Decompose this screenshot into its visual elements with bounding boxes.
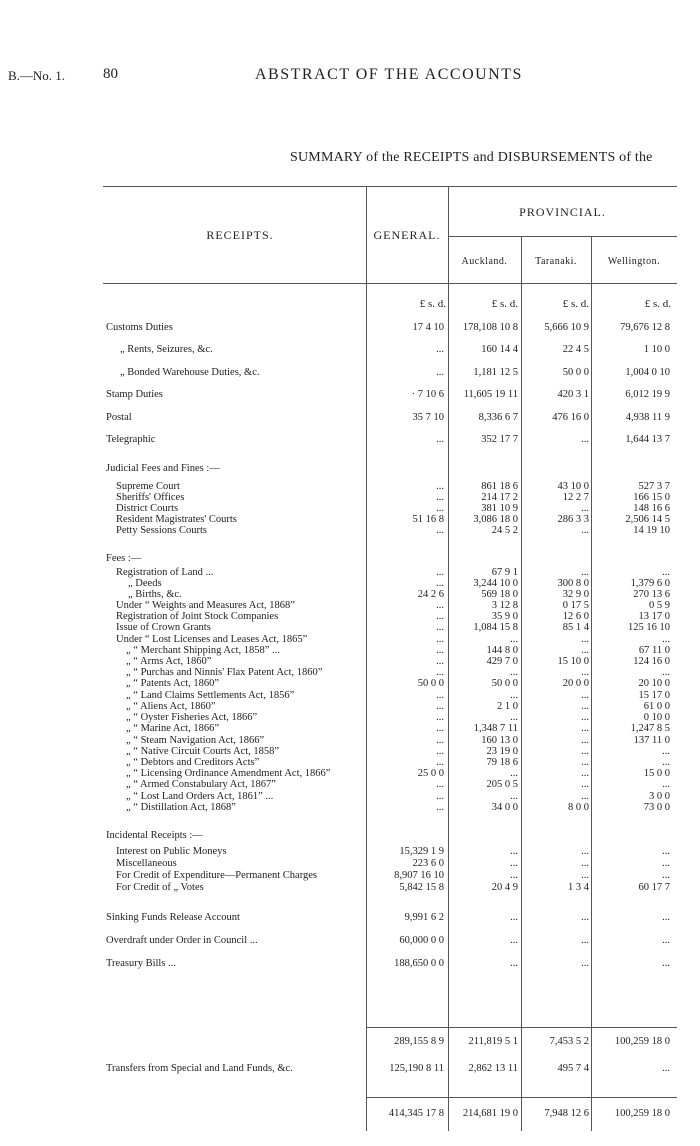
cell-taranaki: ... (581, 858, 589, 869)
cell-general: ... (436, 503, 444, 514)
cell-general: 9,991 6 2 (404, 912, 444, 923)
cell-wellington: 270 13 6 (633, 589, 670, 600)
cell-general: 5,842 15 8 (399, 882, 444, 893)
cell-wellington: ... (662, 567, 670, 578)
cell-auckland: ... (510, 846, 518, 857)
row-label: Incidental Receipts :— (106, 830, 203, 841)
cell-auckland: ... (510, 912, 518, 923)
cell-taranaki: ... (581, 735, 589, 746)
cell-auckland: ... (510, 858, 518, 869)
cell-wellington: 1,247 8 5 (630, 723, 670, 734)
cell-general: ... (436, 434, 444, 445)
cell-general: 8,907 16 10 (394, 870, 444, 881)
transfers-taranaki: 495 7 4 (557, 1063, 589, 1074)
cell-auckland: 1,348 7 11 (473, 723, 518, 734)
cell-general: ... (436, 634, 444, 645)
cell-taranaki: ... (581, 870, 589, 881)
cell-auckland: ... (510, 870, 518, 881)
cell-wellington: 15 0 0 (643, 768, 670, 779)
provincial-header: PROVINCIAL. (519, 205, 606, 219)
cell-general: ... (436, 656, 444, 667)
page-number: 80 (103, 66, 118, 82)
cell-general: · 7 10 6 (411, 389, 444, 400)
cell-general: ... (436, 578, 444, 589)
cell-taranaki: 300 8 0 (557, 578, 589, 589)
cell-general: ... (436, 645, 444, 656)
cell-general: ... (436, 701, 444, 712)
row-label: „ “ Debtors and Creditors Acts” (126, 757, 260, 768)
cell-auckland: ... (510, 634, 518, 645)
row-label: Telegraphic (106, 434, 156, 445)
cell-taranaki: ... (581, 667, 589, 678)
cell-taranaki: ... (581, 634, 589, 645)
row-label: „ “ Steam Navigation Act, 1866” (126, 735, 265, 746)
row-label: „ “ Arms Act, 1860” (126, 656, 212, 667)
cell-auckland: ... (510, 768, 518, 779)
taranaki-header: Taranaki. (535, 256, 577, 267)
row-label: Petty Sessions Courts (116, 525, 208, 536)
cell-general: 25 0 0 (417, 768, 444, 779)
row-label: „ “ Oyster Fisheries Act, 1866” (126, 712, 258, 723)
units-auckland: £ s. d. (491, 298, 518, 310)
cell-taranaki: ... (581, 746, 589, 757)
col-divider-taranaki (521, 236, 522, 1131)
col-divider-auckland (448, 186, 449, 1131)
cell-wellington: ... (662, 634, 670, 645)
cell-taranaki: 1 3 4 (568, 882, 589, 893)
cell-taranaki: 0 17 5 (562, 600, 589, 611)
cell-wellington: ... (662, 757, 670, 768)
cell-auckland: 205 0 5 (486, 779, 518, 790)
cell-general: 35 7 10 (412, 412, 444, 423)
cell-taranaki: 420 3 1 (557, 389, 589, 400)
cell-wellington: 60 17 7 (638, 882, 670, 893)
row-label: „ “ Native Circuit Courts Act, 1858” (126, 746, 280, 757)
cell-auckland: 24 5 2 (491, 525, 518, 536)
cell-taranaki: ... (581, 701, 589, 712)
row-label: Supreme Court (116, 481, 180, 492)
cell-general: ... (436, 712, 444, 723)
row-label: Registration of Land ... (116, 567, 214, 578)
cell-auckland: ... (510, 935, 518, 946)
transfers-wellington: ... (662, 1063, 670, 1074)
cell-auckland: ... (510, 791, 518, 802)
cell-taranaki: ... (581, 723, 589, 734)
row-label: Issue of Crown Grants (116, 622, 211, 633)
cell-wellington: ... (662, 667, 670, 678)
row-label: „ “ Patents Act, 1860” (126, 678, 220, 689)
cell-auckland: 3,244 10 0 (473, 578, 518, 589)
cell-auckland: 861 18 6 (481, 481, 518, 492)
units-general: £ s. d. (419, 298, 446, 310)
row-label: For Credit of Expenditure—Permanent Charges (116, 870, 318, 881)
cell-taranaki: ... (581, 503, 589, 514)
row-label: „ “ Merchant Shipping Act, 1858” ... (126, 645, 280, 656)
cell-general: ... (436, 757, 444, 768)
cell-auckland: 178,108 10 8 (462, 322, 518, 333)
subtotal-wellington: 100,259 18 0 (614, 1036, 670, 1047)
cell-auckland: ... (510, 667, 518, 678)
auckland-header: Auckland. (461, 256, 508, 267)
row-label: „ Rents, Seizures, &c. (120, 344, 213, 355)
row-label: „ “ Purchas and Ninnis' Flax Patent Act, 1860” (126, 667, 323, 678)
cell-general: ... (436, 525, 444, 536)
cell-auckland: 34 0 0 (491, 802, 518, 813)
cell-taranaki: ... (581, 757, 589, 768)
cell-auckland: ... (510, 958, 518, 969)
cell-general: ... (436, 622, 444, 633)
cell-general: 17 4 10 (412, 322, 444, 333)
cell-general: 60,000 0 0 (399, 935, 444, 946)
row-label: „ Births, &c. (128, 589, 182, 600)
cell-auckland: 35 9 0 (491, 611, 518, 622)
row-label: Treasury Bills ... (106, 958, 176, 969)
row-label: Under “ Lost Licenses and Leases Act, 1865” (116, 634, 308, 645)
total-taranaki: 7,948 12 6 (544, 1108, 589, 1119)
row-label: „ “ Aliens Act, 1860” (126, 701, 216, 712)
cell-general: ... (436, 779, 444, 790)
cell-taranaki: 50 0 0 (562, 367, 589, 378)
cell-taranaki: ... (581, 712, 589, 723)
cell-taranaki: ... (581, 935, 589, 946)
cell-general: 24 2 6 (417, 589, 444, 600)
cell-wellington: ... (662, 779, 670, 790)
cell-wellington: 124 16 0 (633, 656, 670, 667)
cell-taranaki: ... (581, 912, 589, 923)
cell-taranaki: 12 6 0 (562, 611, 589, 622)
cell-auckland: 50 0 0 (491, 678, 518, 689)
row-label: Miscellaneous (116, 858, 177, 869)
wellington-header: Wellington. (607, 256, 661, 267)
row-label: Fees :— (106, 553, 142, 564)
cell-wellington: 125 16 10 (628, 622, 670, 633)
cell-wellington: 3 0 0 (649, 791, 670, 802)
cell-wellington: 79,676 12 8 (620, 322, 670, 333)
row-label: Interest on Public Moneys (116, 846, 227, 857)
units-taranaki: £ s. d. (562, 298, 589, 310)
row-label: District Courts (116, 503, 179, 514)
total-general: 414,345 17 8 (388, 1108, 444, 1119)
subtotal-general: 289,155 8 9 (394, 1036, 444, 1047)
cell-auckland: 214 17 2 (481, 492, 518, 503)
page-title: ABSTRACT OF THE ACCOUNTS (255, 66, 523, 83)
cell-wellington: ... (662, 912, 670, 923)
cell-general: 188,650 0 0 (394, 958, 444, 969)
cell-auckland: 2 1 0 (497, 701, 518, 712)
cell-wellington: 527 3 7 (638, 481, 670, 492)
cell-taranaki: ... (581, 434, 589, 445)
cell-wellington: 13 17 0 (638, 611, 670, 622)
cell-auckland: 23 19 0 (486, 746, 518, 757)
cell-wellington: ... (662, 858, 670, 869)
transfers-label: Transfers from Special and Land Funds, &c. (106, 1063, 293, 1074)
summary-title: SUMMARY of the RECEIPTS and DISBURSEMENTS of the (290, 150, 653, 165)
cell-general: ... (436, 481, 444, 492)
document-reference: B.—No. 1. (8, 68, 66, 83)
total-rule (366, 1097, 677, 1098)
row-label: Under “ Weights and Measures Act, 1868” (116, 600, 295, 611)
row-label: Overdraft under Order in Council ... (106, 935, 258, 946)
cell-taranaki: ... (581, 768, 589, 779)
row-label: Sheriffs' Offices (116, 492, 185, 503)
cell-auckland: 11,605 19 11 (463, 389, 518, 400)
cell-wellington: 1,004 0 10 (625, 367, 670, 378)
cell-general: 50 0 0 (417, 678, 444, 689)
cell-general: ... (436, 791, 444, 802)
cell-wellington: 4,938 11 9 (625, 412, 670, 423)
row-label: Registration of Joint Stock Companies (116, 611, 279, 622)
transfers-general: 125,190 8 11 (389, 1063, 444, 1074)
cell-general: 15,329 1 9 (399, 846, 444, 857)
cell-wellington: 1 10 0 (643, 344, 670, 355)
cell-wellington: 148 16 6 (633, 503, 670, 514)
cell-auckland: 20 4 9 (491, 882, 518, 893)
cell-wellington: 20 10 0 (638, 678, 670, 689)
cell-auckland: 1,181 12 5 (473, 367, 518, 378)
row-label: „ Bonded Warehouse Duties, &c. (120, 367, 260, 378)
cell-general: 51 16 8 (412, 514, 444, 525)
cell-wellington: 67 11 0 (638, 645, 670, 656)
row-label: Judicial Fees and Fines :— (106, 463, 220, 474)
cell-wellington: 14 19 10 (633, 525, 670, 536)
cell-taranaki: ... (581, 690, 589, 701)
general-header: GENERAL. (373, 228, 441, 242)
cell-taranaki: ... (581, 779, 589, 790)
cell-auckland: 3 12 8 (491, 600, 518, 611)
total-auckland: 214,681 19 0 (462, 1108, 518, 1119)
cell-general: ... (436, 690, 444, 701)
cell-wellington: ... (662, 746, 670, 757)
cell-taranaki: ... (581, 958, 589, 969)
row-label: For Credit of „ Votes (116, 882, 204, 893)
cell-taranaki: ... (581, 567, 589, 578)
cell-auckland: 79 18 6 (486, 757, 518, 768)
cell-general: 223 6 0 (412, 858, 444, 869)
cell-auckland: 144 8 0 (486, 645, 518, 656)
cell-general: ... (436, 667, 444, 678)
cell-wellington: 1,644 13 7 (625, 434, 670, 445)
row-label: Customs Duties (106, 322, 173, 333)
cell-general: ... (436, 723, 444, 734)
subtotal-taranaki: 7,453 5 2 (549, 1036, 589, 1047)
total-wellington: 100,259 18 0 (614, 1108, 670, 1119)
row-label: „ “ Lost Land Orders Act, 1861” ... (126, 791, 274, 802)
cell-auckland: 569 18 0 (481, 589, 518, 600)
cell-taranaki: 5,666 10 9 (544, 322, 589, 333)
cell-general: ... (436, 746, 444, 757)
cell-general: ... (436, 600, 444, 611)
cell-general: ... (436, 802, 444, 813)
cell-wellington: 6,012 19 9 (625, 389, 670, 400)
cell-auckland: 381 10 9 (481, 503, 518, 514)
cell-taranaki: ... (581, 645, 589, 656)
cell-auckland: 3,086 18 0 (473, 514, 518, 525)
cell-auckland: 160 14 4 (481, 344, 518, 355)
cell-wellington: 73 0 0 (643, 802, 670, 813)
units-wellington: £ s. d. (644, 298, 671, 310)
cell-auckland: 8,336 6 7 (478, 412, 518, 423)
cell-general: ... (436, 611, 444, 622)
cell-taranaki: 476 16 0 (552, 412, 589, 423)
cell-wellington: 0 10 0 (643, 712, 670, 723)
cell-general: ... (436, 344, 444, 355)
cell-auckland: 352 17 7 (481, 434, 518, 445)
cell-taranaki: ... (581, 791, 589, 802)
cell-wellington: 166 15 0 (633, 492, 670, 503)
cell-general: ... (436, 567, 444, 578)
cell-taranaki: 32 9 0 (562, 589, 589, 600)
cell-auckland: 429 7 0 (486, 656, 518, 667)
cell-wellington: ... (662, 935, 670, 946)
cell-taranaki: 85 1 4 (562, 622, 589, 633)
row-label: „ “ Marine Act, 1866” (126, 723, 220, 734)
cell-taranaki: 22 4 5 (562, 344, 589, 355)
row-label: Resident Magistrates' Courts (116, 514, 237, 525)
cell-wellington: 15 17 0 (638, 690, 670, 701)
row-label: „ “ Licensing Ordinance Amendment Act, 1866” (126, 768, 331, 779)
cell-wellington: 137 11 0 (633, 735, 670, 746)
cell-taranaki: 8 0 0 (568, 802, 589, 813)
row-label: Sinking Funds Release Account (106, 912, 240, 923)
cell-general: ... (436, 367, 444, 378)
cell-auckland: ... (510, 690, 518, 701)
cell-wellington: 0 5 9 (649, 600, 670, 611)
cell-taranaki: 15 10 0 (557, 656, 589, 667)
table-top-rule (103, 186, 677, 187)
cell-wellington: 61 0 0 (643, 701, 670, 712)
cell-auckland: 67 9 1 (491, 567, 518, 578)
cell-wellington: ... (662, 870, 670, 881)
cell-auckland: 160 13 0 (481, 735, 518, 746)
receipts-header: RECEIPTS. (206, 228, 274, 242)
cell-taranaki: ... (581, 525, 589, 536)
cell-wellington: ... (662, 958, 670, 969)
cell-taranaki: 286 3 3 (557, 514, 589, 525)
subtotal-rule (366, 1027, 677, 1028)
row-label: „ “ Distillation Act, 1868” (126, 802, 236, 813)
row-label: Postal (106, 412, 132, 423)
transfers-auckland: 2,862 13 11 (468, 1063, 518, 1074)
cell-general: ... (436, 492, 444, 503)
cell-wellington: 2,506 14 5 (625, 514, 670, 525)
row-label: „ “ Armed Constabulary Act, 1867” (126, 779, 276, 790)
cell-general: ... (436, 735, 444, 746)
cell-wellington: ... (662, 846, 670, 857)
cell-taranaki: ... (581, 846, 589, 857)
cell-taranaki: 12 2 7 (562, 492, 589, 503)
provincial-rule (448, 236, 677, 237)
subtotal-auckland: 211,819 5 1 (468, 1036, 518, 1047)
cell-auckland: 1,084 15 8 (473, 622, 518, 633)
row-label: „ “ Land Claims Settlements Act, 1856” (126, 690, 295, 701)
cell-wellington: 1,379 6 0 (630, 578, 670, 589)
row-label: „ Deeds (128, 578, 162, 589)
cell-auckland: ... (510, 712, 518, 723)
cell-taranaki: 43 10 0 (557, 481, 589, 492)
cell-taranaki: 20 0 0 (562, 678, 589, 689)
row-label: Stamp Duties (106, 389, 163, 400)
